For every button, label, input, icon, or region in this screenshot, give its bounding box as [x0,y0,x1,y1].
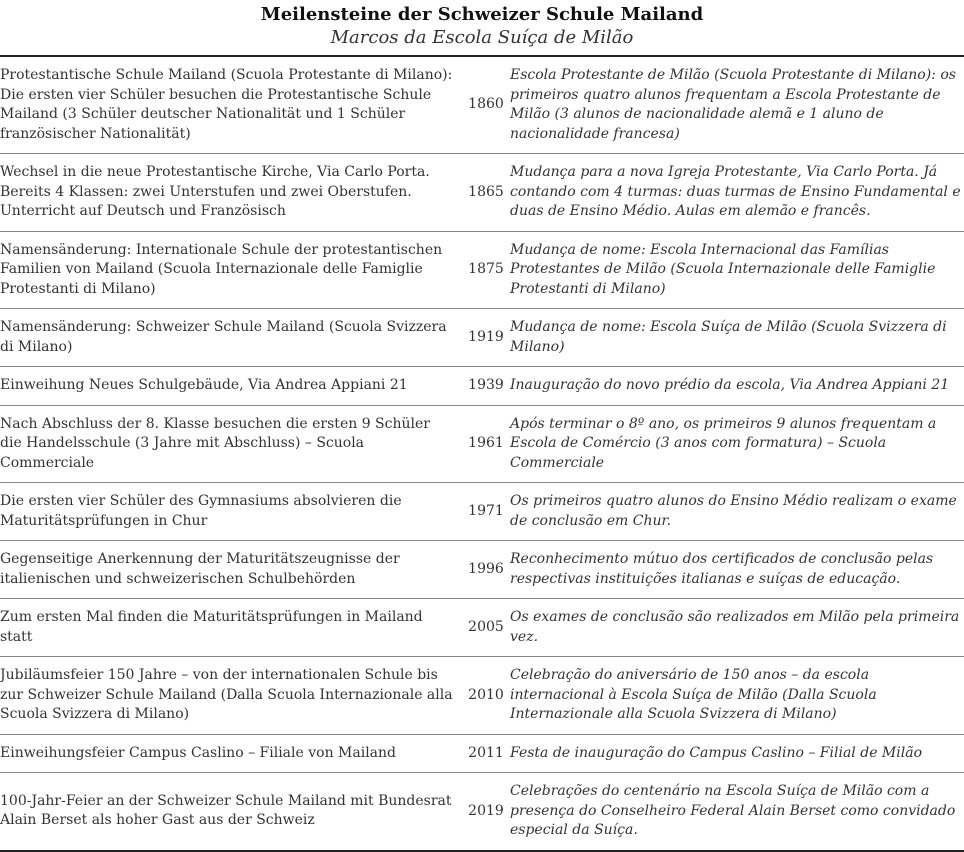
table-row [0,541,964,599]
milestone-text-de: Einweihungsfeier Campus Caslino – Filiale von Mailand [0,734,462,773]
table-row [0,734,964,773]
milestone-text-de: 100-Jahr-Feier an der Schweizer Schule Mailand mit Bundesrat Alain Berset als hoher Gast aus der Schweiz [0,792,452,829]
milestone-text-de: Protestantische Schule Mailand (Scuola Protestante di Milano): Die ersten vier Schüler besuchen die Protestantische Schule Mailand (3 Schüler deutscher Nationalität und 1 Schüler französischer Nationalität) [0,56,462,154]
table-row [0,231,964,309]
milestone-text-de: Jubiläumsfeier 150 Jahre – von der internationalen Schule bis zur Schweizer Schule Mailand (Dalla Scuola Internazionale alla Scuola Svizzera di Milano) [0,657,462,735]
milestone-text-pt: Mudança para a nova Igreja Protestante, Via Carlo Porta. Já contando com 4 turmas: duas turmas de Ensino Fundamental e duas de Ensino Médio. Aulas em alemão e francês. [510,154,964,232]
milestone-year: 2010 [462,657,510,735]
milestone-text-de: Namensänderung: Internationale Schule der protestantischen Familien von Mailand (Scuola Internazionale delle Famiglie Protestanti di Milano) [0,231,462,309]
milestone-text-pt: Os exames de conclusão são realizados em Milão pela primeira vez. [510,599,964,657]
milestone-text-pt: Reconhecimento mútuo dos certificados de conclusão pelas respectivas instituições italianas e suíças de educação. [510,541,964,599]
milestone-text-de: Namensänderung: Schweizer Schule Mailand (Scuola Svizzera di Milano) [0,309,462,367]
milestone-year: 2005 [462,599,510,657]
milestone-text-de: Zum ersten Mal finden die Maturitätsprüfungen in Mailand statt [0,599,462,657]
milestone-text-pt: Inauguração do novo prédio da escola, Via Andrea Appiani 21 [510,367,964,406]
milestone-text-pt: Escola Protestante de Milão (Scuola Protestante di Milano): os primeiros quatro alunos frequentam a Escola Protestante de Milão (3 alunos de nacionalidade alemã e 1 aluno de nacionalidade francesa) [510,56,964,154]
milestone-text-pt: Os primeiros quatro alunos do Ensino Médio realizam o exame de conclusão em Chur. [510,483,964,541]
milestones-table [0,55,964,852]
milestone-year: 1860 [462,56,510,154]
table-row [0,309,964,367]
table-row [0,367,964,406]
page-subtitle: Marcos da Escola Suíça de Milão [330,27,634,48]
milestone-text-pt: Mudança de nome: Escola Suíça de Milão (Scuola Svizzera di Milano) [510,309,964,367]
table-row [0,483,964,541]
milestone-year: 1996 [462,541,510,599]
table-row [0,657,964,735]
table-row [0,773,964,851]
milestone-text-de: Einweihung Neues Schulgebäude, Via Andrea Appiani 21 [0,367,462,406]
milestone-text-de: Gegenseitige Anerkennung der Maturitätszeugnisse der italienischen und schweizerischen Schulbehörden [0,541,462,599]
milestone-year: 2019 [468,802,504,819]
milestone-text-pt: Celebrações do centenário na Escola Suíça de Milão com a presença do Conselheiro Federal Alain Berset como convidado especial da Suíça. [510,783,956,838]
milestone-text-de: Die ersten vier Schüler des Gymnasiums absolvieren die Maturitätsprüfungen in Chur [0,483,462,541]
table-row [0,154,964,232]
milestone-year: 1875 [462,231,510,309]
table-row [0,405,964,483]
milestone-text-pt: Mudança de nome: Escola Internacional das Famílias Protestantes de Milão (Scuola Internazionale delle Famiglie Protestanti di Milano) [510,231,964,309]
milestone-text-pt: Celebração do aniversário de 150 anos – da escola internacional à Escola Suíça de Milão (Dalla Scuola Internazionale alla Scuola Svizzera di Milano) [510,657,964,735]
milestone-year: 1865 [462,154,510,232]
table-row [0,599,964,657]
milestone-text-de: Nach Abschluss der 8. Klasse besuchen die ersten 9 Schüler die Handelsschule (3 Jahre mit Abschluss) – Scuola Commerciale [0,405,462,483]
milestone-text-pt: Após terminar o 8º ano, os primeiros 9 alunos frequentam a Escola de Comércio (3 anos com formatura) – Scuola Commerciale [510,405,964,483]
milestone-year: 1961 [462,405,510,483]
milestone-year: 1919 [462,309,510,367]
milestone-year: 2011 [462,734,510,773]
milestone-text-pt: Festa de inauguração do Campus Caslino – Filial de Milão [510,734,964,773]
table-row [0,56,964,154]
page-title: Meilensteine der Schweizer Schule Mailand [260,4,704,25]
milestone-text-de: Wechsel in die neue Protestantische Kirche, Via Carlo Porta. Bereits 4 Klassen: zwei Unterstufen und zwei Oberstufen. Unterricht auf Deutsch und Französisch [0,154,462,232]
milestone-year: 1971 [462,483,510,541]
milestone-year: 1939 [462,367,510,406]
